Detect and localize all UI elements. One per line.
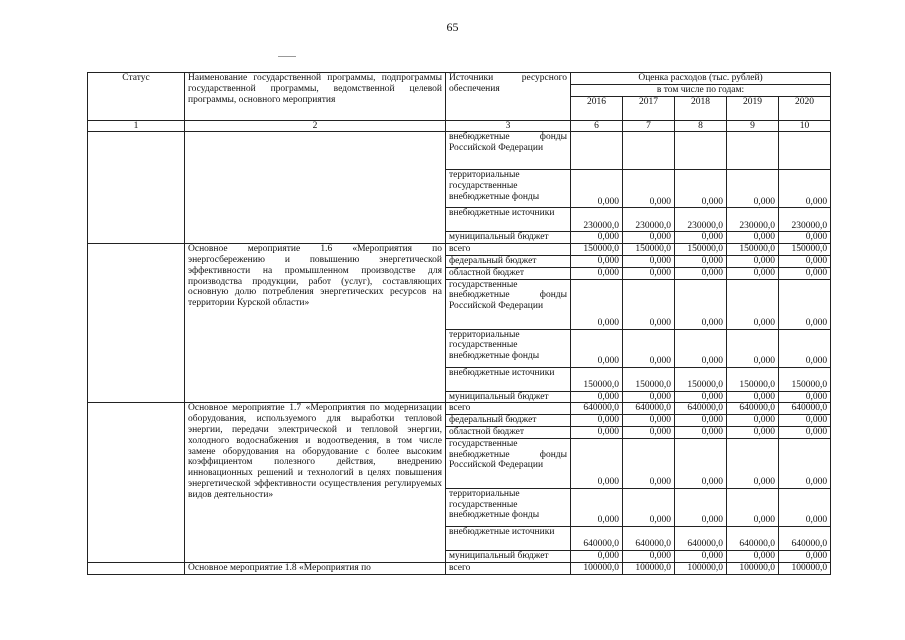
scan-mark	[278, 56, 296, 57]
source-cell: федеральный бюджет	[446, 415, 571, 427]
value-cell: 0,000	[571, 488, 623, 526]
column-index: 9	[727, 120, 779, 132]
value-cell: 150000,0	[675, 367, 727, 391]
source-cell: территориальные государственные внебюджетные фонды	[446, 488, 571, 526]
value-cell	[779, 132, 831, 170]
value-cell: 0,000	[779, 391, 831, 403]
value-cell: 0,000	[727, 415, 779, 427]
header-sources: Источники ресурсного обеспечения	[446, 73, 571, 121]
value-cell: 0,000	[675, 255, 727, 267]
measure-name-cell	[185, 132, 446, 244]
table-row	[88, 244, 831, 256]
value-cell: 0,000	[571, 391, 623, 403]
value-cell: 0,000	[623, 426, 675, 438]
year-header: 2016	[571, 96, 623, 120]
value-cell: 230000,0	[727, 208, 779, 232]
value-cell: 0,000	[675, 488, 727, 526]
value-cell: 0,000	[779, 329, 831, 367]
value-cell: 640000,0	[623, 526, 675, 550]
source-cell: муниципальный бюджет	[446, 550, 571, 562]
header-by-years: в том числе по годам:	[571, 84, 831, 96]
value-cell: 150000,0	[623, 244, 675, 256]
status-cell	[88, 403, 185, 562]
value-cell: 0,000	[779, 232, 831, 244]
value-cell: 0,000	[675, 391, 727, 403]
value-cell: 0,000	[727, 170, 779, 208]
value-cell: 640000,0	[675, 403, 727, 415]
value-cell: 0,000	[675, 267, 727, 279]
source-cell: муниципальный бюджет	[446, 232, 571, 244]
value-cell: 0,000	[623, 438, 675, 488]
value-cell: 0,000	[727, 550, 779, 562]
source-cell: областной бюджет	[446, 267, 571, 279]
year-header: 2018	[675, 96, 727, 120]
source-cell: федеральный бюджет	[446, 255, 571, 267]
header-name: Наименование государственной программы, подпрограммы государственной программы, ведомственной целевой программы, основного мероприятия	[185, 73, 446, 121]
value-cell: 0,000	[623, 267, 675, 279]
value-cell: 0,000	[571, 550, 623, 562]
column-index: 2	[185, 120, 446, 132]
value-cell: 0,000	[623, 279, 675, 329]
year-header: 2017	[623, 96, 675, 120]
value-cell: 0,000	[675, 550, 727, 562]
value-cell: 0,000	[727, 329, 779, 367]
value-cell: 100000,0	[623, 562, 675, 574]
source-cell: внебюджетные источники	[446, 367, 571, 391]
value-cell: 0,000	[727, 279, 779, 329]
value-cell: 0,000	[623, 415, 675, 427]
value-cell: 230000,0	[779, 208, 831, 232]
value-cell: 0,000	[571, 415, 623, 427]
year-header: 2020	[779, 96, 831, 120]
value-cell: 0,000	[675, 279, 727, 329]
value-cell: 0,000	[675, 329, 727, 367]
value-cell: 0,000	[571, 329, 623, 367]
value-cell: 640000,0	[571, 526, 623, 550]
source-cell: всего	[446, 562, 571, 574]
source-cell: внебюджетные источники	[446, 526, 571, 550]
value-cell: 230000,0	[623, 208, 675, 232]
column-index-row	[88, 120, 831, 132]
column-index: 10	[779, 120, 831, 132]
header-row	[88, 73, 831, 85]
value-cell: 0,000	[779, 255, 831, 267]
value-cell: 150000,0	[623, 367, 675, 391]
value-cell: 0,000	[675, 170, 727, 208]
value-cell: 150000,0	[675, 244, 727, 256]
measure-name-cell: Основное мероприятие 1.7 «Мероприятия по модернизации оборудования, используемого для выработки тепловой энергии, передачи электрической и тепловой энергии, холодного водоснабжения и водоотведения, в том числе замене оборудования на оборудование с более высоким коэффициентом полезного действия, внедрению инновационных решений и технологий в целях повышения энергетической эффективности осуществления регулируемых видов деятельности»	[185, 403, 446, 562]
table-row	[88, 562, 831, 574]
value-cell: 0,000	[779, 267, 831, 279]
column-index: 6	[571, 120, 623, 132]
value-cell: 0,000	[571, 426, 623, 438]
value-cell: 230000,0	[675, 208, 727, 232]
value-cell: 0,000	[571, 438, 623, 488]
value-cell: 0,000	[571, 232, 623, 244]
value-cell: 0,000	[623, 255, 675, 267]
source-cell: всего	[446, 244, 571, 256]
value-cell: 0,000	[779, 415, 831, 427]
source-cell: территориальные государственные внебюджетные фонды	[446, 170, 571, 208]
value-cell: 640000,0	[727, 403, 779, 415]
column-index: 1	[88, 120, 185, 132]
value-cell: 0,000	[779, 279, 831, 329]
status-cell	[88, 562, 185, 574]
value-cell: 0,000	[779, 550, 831, 562]
value-cell: 640000,0	[727, 526, 779, 550]
value-cell	[623, 132, 675, 170]
value-cell: 0,000	[571, 279, 623, 329]
header-status: Статус	[88, 73, 185, 121]
value-cell: 150000,0	[571, 367, 623, 391]
value-cell: 640000,0	[675, 526, 727, 550]
status-cell	[88, 132, 185, 244]
status-cell	[88, 244, 185, 403]
value-cell: 150000,0	[727, 367, 779, 391]
value-cell: 0,000	[727, 267, 779, 279]
value-cell: 0,000	[571, 267, 623, 279]
value-cell: 0,000	[779, 426, 831, 438]
value-cell: 640000,0	[779, 403, 831, 415]
value-cell: 0,000	[779, 438, 831, 488]
source-cell: областной бюджет	[446, 426, 571, 438]
value-cell: 0,000	[727, 391, 779, 403]
value-cell: 0,000	[623, 391, 675, 403]
value-cell: 0,000	[623, 488, 675, 526]
source-cell: государственные внебюджетные фонды Российской Федерации	[446, 438, 571, 488]
source-cell: государственные внебюджетные фонды Российской Федерации	[446, 279, 571, 329]
value-cell: 150000,0	[571, 244, 623, 256]
value-cell: 100000,0	[675, 562, 727, 574]
value-cell	[727, 132, 779, 170]
column-index: 8	[675, 120, 727, 132]
value-cell: 640000,0	[623, 403, 675, 415]
value-cell: 0,000	[571, 255, 623, 267]
year-header: 2019	[727, 96, 779, 120]
value-cell: 0,000	[727, 488, 779, 526]
source-cell: внебюджетные фонды Российской Федерации	[446, 132, 571, 170]
source-cell: муниципальный бюджет	[446, 391, 571, 403]
value-cell: 150000,0	[779, 367, 831, 391]
measure-name-cell: Основное мероприятие 1.8 «Мероприятия по	[185, 562, 446, 574]
value-cell: 0,000	[623, 170, 675, 208]
value-cell: 0,000	[727, 426, 779, 438]
table-row	[88, 403, 831, 415]
value-cell: 0,000	[779, 488, 831, 526]
column-index: 3	[446, 120, 571, 132]
table-row	[88, 132, 831, 170]
value-cell: 100000,0	[779, 562, 831, 574]
source-cell: территориальные государственные внебюджетные фонды	[446, 329, 571, 367]
value-cell: 0,000	[623, 329, 675, 367]
value-cell: 0,000	[571, 170, 623, 208]
value-cell: 640000,0	[779, 526, 831, 550]
source-cell: всего	[446, 403, 571, 415]
value-cell	[675, 132, 727, 170]
value-cell: 640000,0	[571, 403, 623, 415]
value-cell: 0,000	[675, 232, 727, 244]
value-cell: 100000,0	[727, 562, 779, 574]
value-cell: 0,000	[675, 415, 727, 427]
value-cell: 0,000	[727, 255, 779, 267]
value-cell: 230000,0	[571, 208, 623, 232]
measure-name-cell: Основное мероприятие 1.6 «Мероприятия по энергосбережению и повышению энергетической эффективности на промышленном производстве для производства продукции, работ (услуг), составляющих основную долю потребления энергетических ресурсов на территории Курской области»	[185, 244, 446, 403]
value-cell: 0,000	[675, 426, 727, 438]
value-cell: 0,000	[623, 232, 675, 244]
value-cell: 0,000	[727, 438, 779, 488]
value-cell: 150000,0	[727, 244, 779, 256]
value-cell	[571, 132, 623, 170]
value-cell: 0,000	[623, 550, 675, 562]
value-cell: 100000,0	[571, 562, 623, 574]
value-cell: 0,000	[779, 170, 831, 208]
value-cell: 150000,0	[779, 244, 831, 256]
value-cell: 0,000	[727, 232, 779, 244]
source-cell: внебюджетные источники	[446, 208, 571, 232]
budget-table	[87, 72, 831, 575]
column-index: 7	[623, 120, 675, 132]
value-cell: 0,000	[675, 438, 727, 488]
page-number: 65	[446, 20, 459, 34]
header-estimate: Оценка расходов (тыс. рублей)	[571, 73, 831, 85]
